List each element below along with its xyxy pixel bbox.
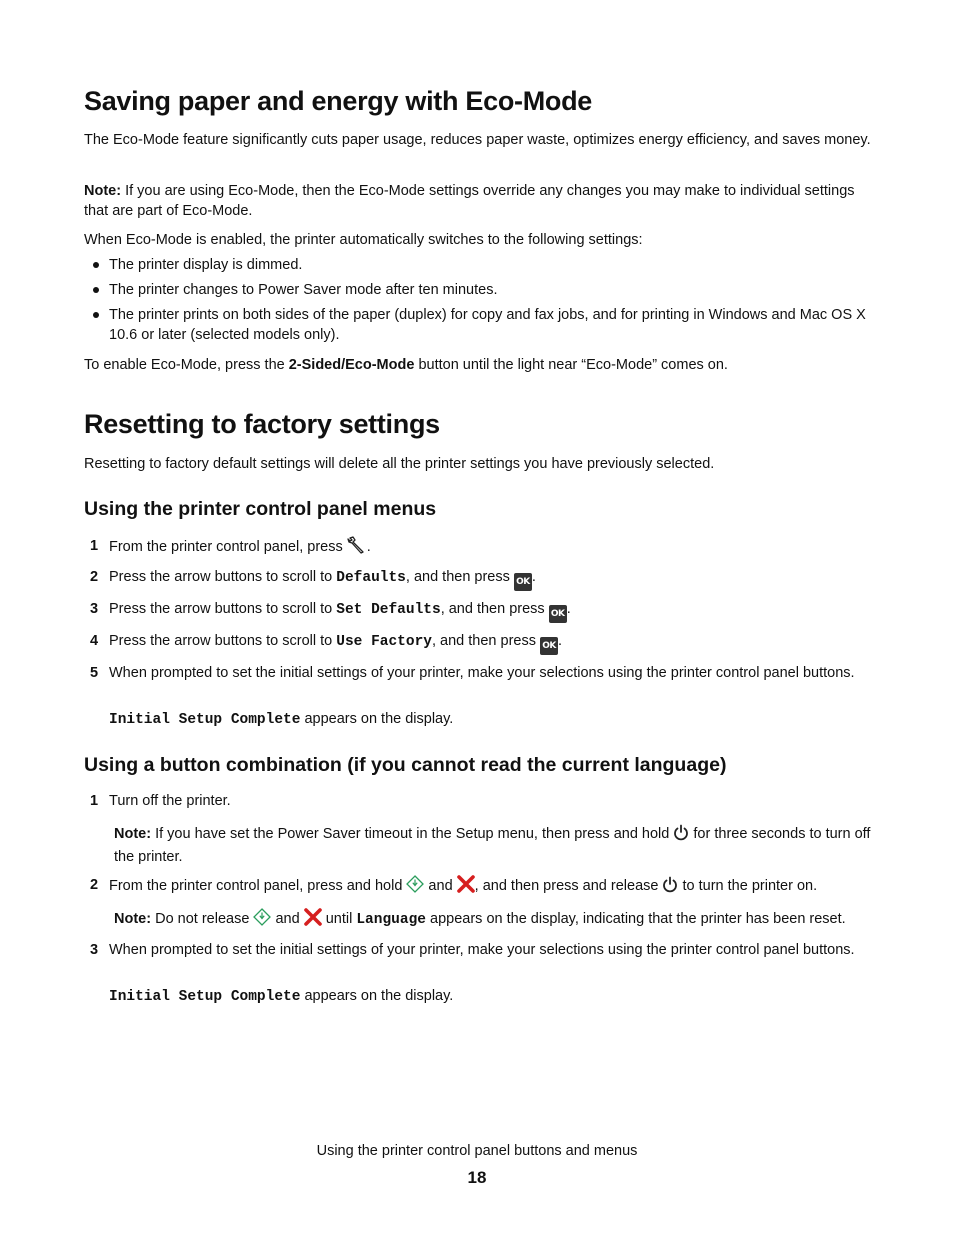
menu-code-set-defaults: Set Defaults — [336, 602, 441, 618]
menu-code-use-factory: Use Factory — [336, 634, 432, 650]
combo-step-2: 2 From the printer control panel, press and hold and , and then press and release to turn the printer on. — [84, 875, 874, 899]
list-item: The printer display is dimmed. — [84, 255, 874, 275]
bullet-icon — [93, 287, 99, 293]
bullet-icon — [93, 262, 99, 268]
list-item: The printer changes to Power Saver mode after ten minutes. — [84, 280, 874, 300]
ok-button-icon: OK — [540, 637, 558, 655]
menu-result: Initial Setup Complete appears on the display. — [109, 711, 454, 728]
menu-step-4: 4 Press the arrow buttons to scroll to Use Factory, and then press OK . — [84, 631, 874, 655]
display-message-code: Language — [356, 912, 426, 928]
start-diamond-icon — [253, 908, 271, 932]
menu-step-5: 5 When prompted to set the initial settings of your printer, make your selections using the printer control panel buttons. — [90, 665, 855, 681]
ok-button-icon: OK — [549, 605, 567, 623]
display-message-code: Initial Setup Complete — [109, 712, 301, 728]
combo-step-3: 3 When prompted to set the initial settings of your printer, make your selections using the printer control panel buttons. — [90, 942, 855, 958]
start-diamond-icon — [406, 875, 424, 899]
page-number: 18 — [467, 1168, 487, 1187]
eco-mode-enable-instructions: To enable Eco-Mode, press the 2-Sided/Eco-Mode button until the light near “Eco-Mode” comes on. — [84, 357, 728, 373]
cancel-x-icon — [304, 908, 322, 932]
list-item: The printer prints on both sides of the paper (duplex) for copy and fax jobs, and for printing in Windows and Mac OS X 10.6 or later (selected models only). — [84, 305, 874, 345]
subsection-title-menus: Using the printer control panel menus — [84, 498, 437, 520]
combo-step-1: 1 Turn off the printer. — [90, 793, 231, 809]
menu-step-2: 2 Press the arrow buttons to scroll to Defaults, and then press OK . — [84, 567, 874, 591]
power-icon — [673, 824, 689, 847]
eco-mode-intro: The Eco-Mode feature significantly cuts paper usage, reduces paper waste, optimizes energy efficiency, and saves money. — [84, 132, 871, 148]
menu-step-1: 1 From the printer control panel, press . — [84, 536, 874, 560]
note-label: Note: — [84, 183, 122, 199]
eco-mode-settings-list — [84, 255, 874, 350]
menu-step-3: 3 Press the arrow buttons to scroll to Set Defaults, and then press OK . — [84, 599, 874, 623]
eco-mode-when-enabled: When Eco-Mode is enabled, the printer automatically switches to the following settings: — [84, 232, 643, 248]
combo-result: Initial Setup Complete appears on the display. — [109, 988, 454, 1005]
combo-note-1: Note: If you have set the Power Saver timeout in the Setup menu, then press and hold for three seconds to turn off the printer. — [114, 826, 871, 865]
power-icon — [662, 876, 678, 899]
combo-note-2: Note: Do not release and until Language appears on the display, indicating that the printer has been reset. — [114, 908, 874, 932]
menu-code-defaults: Defaults — [336, 570, 406, 586]
display-message-code: Initial Setup Complete — [109, 989, 301, 1005]
bullet-icon — [93, 312, 99, 318]
footer-section-name: Using the printer control panel buttons and menus — [316, 1143, 638, 1159]
eco-mode-button-name: 2-Sided/Eco-Mode — [288, 357, 415, 373]
ok-button-icon: OK — [514, 573, 532, 591]
section-title-eco-mode: Saving paper and energy with Eco-Mode — [84, 86, 592, 116]
section-title-reset: Resetting to factory settings — [84, 409, 440, 439]
reset-intro: Resetting to factory default settings will delete all the printer settings you have previously selected. — [84, 456, 715, 472]
subsection-title-button-combo: Using a button combination (if you cannot read the current language) — [84, 754, 727, 776]
eco-mode-note — [84, 181, 874, 221]
cancel-x-icon — [457, 875, 475, 899]
note-text: If you are using Eco-Mode, then the Eco-Mode settings override any changes you may make to individual settings that are part of Eco-Mode. — [84, 183, 855, 219]
wrench-icon — [347, 536, 367, 560]
